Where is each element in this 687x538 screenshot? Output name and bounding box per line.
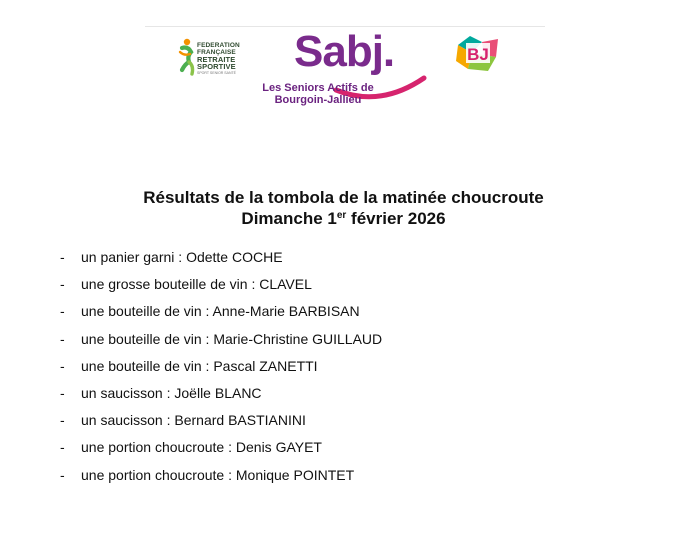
list-item [0, 467, 687, 494]
list-bullet: - [60, 330, 65, 347]
ffrs-line-4: SPORTIVE [197, 62, 236, 71]
ffrs-line-3: RETRAITE [197, 55, 236, 64]
list-item [0, 331, 687, 358]
page-title [0, 187, 687, 229]
result-text: une bouteille de vin : Anne-Marie BARBISAN [81, 303, 360, 320]
title-line-1: Résultats de la tombola de la matinée choucroute [143, 188, 544, 207]
title-line-2 [0, 208, 687, 229]
list-item [0, 358, 687, 385]
title-date-sup: er [336, 210, 347, 221]
list-bullet: - [60, 303, 65, 320]
title-date-suffix: février 2026 [346, 209, 446, 228]
results-list [0, 249, 687, 494]
bj-logo-icon [452, 33, 502, 73]
result-text: un saucisson : Joëlle BLANC [81, 384, 262, 401]
sabj-subtitle: Les Seniors Actifs de Bourgoin-Jallieu [262, 82, 374, 106]
list-bullet: - [60, 412, 65, 429]
list-bullet: - [60, 466, 65, 483]
list-item [0, 276, 687, 303]
list-item [0, 303, 687, 330]
list-bullet: - [60, 276, 65, 293]
result-text: un saucisson : Bernard BASTIANINI [81, 412, 306, 429]
list-item [0, 249, 687, 276]
list-bullet: - [60, 439, 65, 456]
result-text: une portion choucroute : Monique POINTET [81, 466, 355, 483]
result-text: un panier garni : Odette COCHE [81, 249, 283, 265]
ffrs-line-1: FEDERATION [197, 42, 240, 49]
list-item [0, 412, 687, 439]
list-bullet: - [60, 249, 65, 265]
title-date-prefix: Dimanche 1 [241, 209, 337, 228]
ffrs-logo-text [197, 42, 240, 77]
list-bullet: - [60, 384, 65, 401]
bj-logo-text: BJ [467, 45, 489, 64]
list-bullet: - [60, 357, 65, 374]
result-text: une grosse bouteille de vin : CLAVEL [81, 276, 312, 293]
sabj-wordmark: Sabj. [294, 27, 395, 76]
ffrs-subline: SPORT SENIOR SANTÉ [197, 71, 236, 75]
result-text: une bouteille de vin : Marie-Christine GUILLAUD [81, 330, 383, 347]
list-item [0, 439, 687, 466]
result-text: une bouteille de vin : Pascal ZANETTI [81, 357, 318, 374]
ffrs-line-2: FRANÇAISE [197, 49, 236, 56]
result-text: une portion choucroute : Denis GAYET [81, 439, 322, 456]
list-item [0, 385, 687, 412]
